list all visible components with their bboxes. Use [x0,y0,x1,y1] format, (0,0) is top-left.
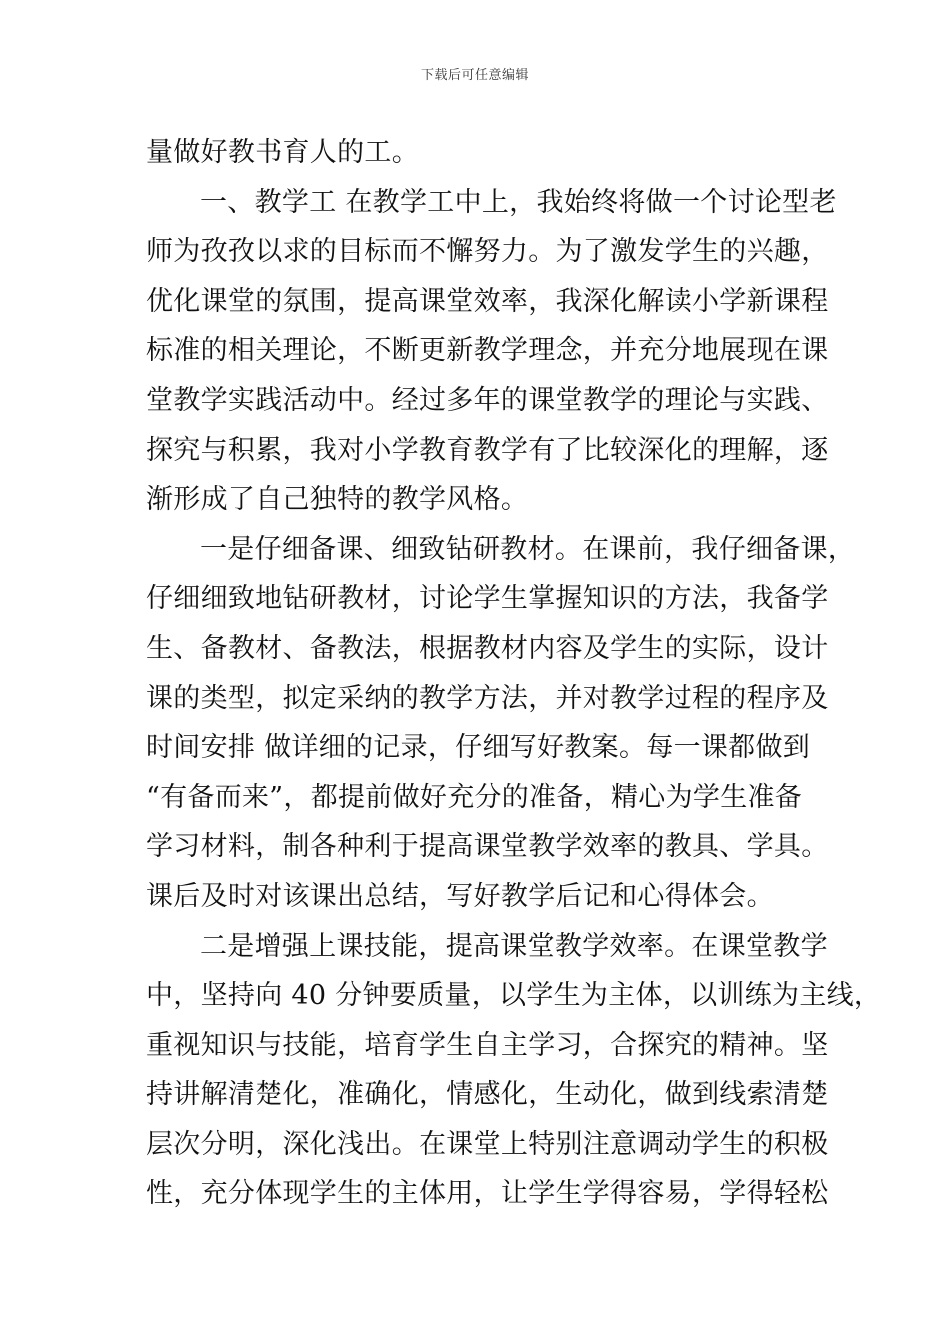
page-header: 下载后可任意编辑 [420,68,529,83]
paragraph-start-line: 一、教学工 在教学工中上，我始终将做一个讨论型老 [200,186,837,218]
text-line: 时间安排 做详细的记录，仔细写好教案。每一课都做到 [146,732,811,764]
text-line: 学习材料，制各种利于提高课堂教学效率的教具、学具。 [146,831,829,863]
text-line: 标准的相关理论，不断更新教学理念，并充分地展现在课 [146,335,829,367]
text-line: 课的类型，拟定采纳的教学方法，并对教学过程的程序及 [146,682,829,714]
text-line: 优化课堂的氛围，提高课堂效率，我深化解读小学新课程 [146,285,829,317]
text-line: 仔细细致地钻研教材，讨论学生掌握知识的方法，我备学 [146,583,829,615]
text-line: 性，充分体现学生的主体用，让学生学得容易，学得轻松 [146,1178,829,1210]
text-line: 渐形成了自己独特的教学风格。 [146,484,529,516]
paragraph-start-line: 一是仔细备课、细致钻研教材。在课前，我仔细备课， [200,533,856,565]
document-body [146,128,882,1219]
text-line: 师为孜孜以求的目标而不懈努力。为了激发学生的兴趣， [146,236,829,268]
text-line: 重视知识与技能，培育学生自主学习，合探究的精神。坚 [146,1029,829,1061]
text-line: “有备而来”，都提前做好充分的准备，精心为学生准备 [146,781,803,813]
text-line: 堂教学实践活动中。经过多年的课堂教学的理论与实践、 [146,384,829,416]
text-line: 课后及时对该课出总结，写好教学后记和心得体会。 [146,880,774,912]
text-line: 量做好教书育人的工。 [146,137,419,168]
text-line: 持讲解清楚化，准确化，情感化，生动化，做到线索清楚 [146,1079,829,1111]
paragraph-start-line: 二是增强上课技能，提高课堂教学效率。在课堂教学 [200,930,828,962]
text-line: 层次分明，深化浅出。在课堂上特别注意调动学生的积极 [146,1128,829,1160]
text-line: 生、备教材、备教法，根据教材内容及学生的实际，设计 [146,632,829,664]
text-line: 中，坚持向 40 分钟要质量，以学生为主体，以训练为主线， [146,980,882,1012]
text-line: 探究与积累，我对小学教育教学有了比较深化的理解，逐 [146,434,829,466]
